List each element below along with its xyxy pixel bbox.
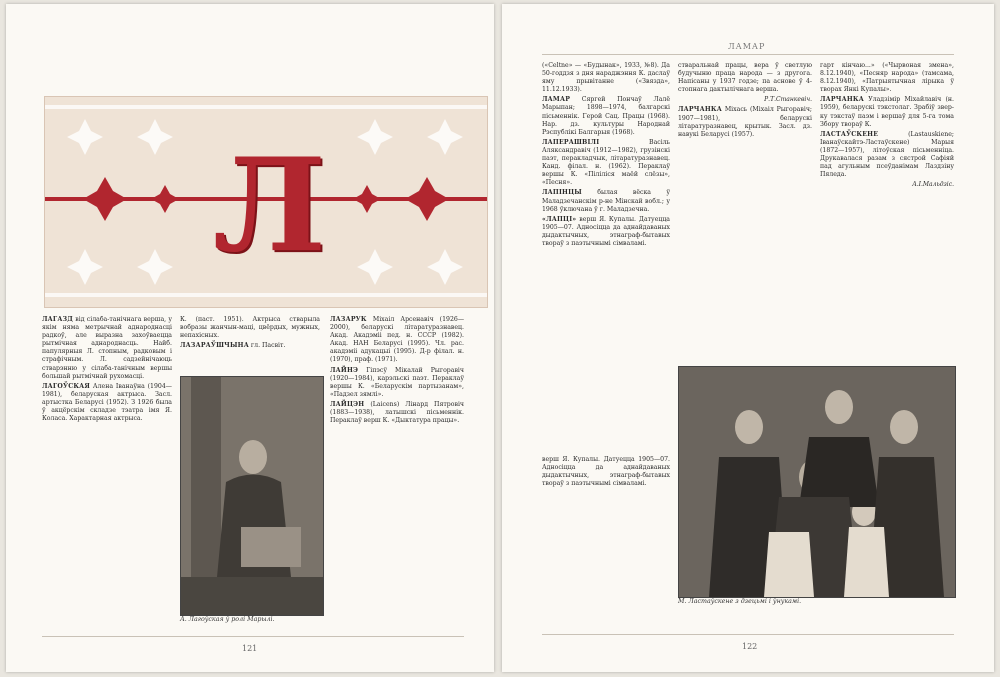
entry-lazarauschyna: [180, 342, 320, 350]
headword: ЛАМАР: [542, 96, 571, 104]
headword: ЛАЙНЭ: [330, 366, 359, 374]
entry-body: верш Я. Купалы. Датуецца 1905—07. Адносіцца да аднайдаваных дыдактычных, этнаграф-бытавых твораў з паэтычнымі сімваламі.: [542, 215, 670, 247]
left-page: [6, 4, 494, 672]
entry-body: Уладзімір Міхайлавіч (н. 1959), беларускі тэкстолаг. Зрабіў звер-ку тэкстаў паэм і вершаў для 5-га тома Збору твораў К.: [820, 96, 954, 128]
headword: ЛАЗАРАЎШЧЫНА: [180, 342, 249, 350]
entry-continued: [180, 316, 320, 340]
entry-lajcen: [330, 401, 464, 425]
signature: Р.Т.Станкевіч.: [764, 96, 812, 104]
signature: А.І.Мальдзіс.: [912, 181, 954, 189]
entry-body: Гіпэсў Мікалай Рыгоравіч (1920—1984), карэльскі паэт. Пераклаў вершы К. «Беларускім партызанам», «Падзел зямлі».: [330, 366, 464, 398]
left-column-2: [180, 316, 320, 376]
right-column-3: [820, 62, 954, 362]
entry-body: Міхась (Міхаіл Рыгоравіч; 1907—1981), беларускі літаратуразнавец, крытык. Засл. дз. навукі Беларусі (1957).: [678, 106, 812, 138]
entry-body: від сілаба-танічнага верша, у якім няма метрычнай аднароднасці радкоў, але выразна захоўваецца рытмічная аднароднасць. Найб. папулярныя Л. стопным, радковым і страфічным. Л. садзейнічаюць стварэнню у сілаба-танічным вершы большай рытмічнай рухомасці.: [42, 316, 172, 380]
entry-body: верш Я. Купалы. Датуецца 1905—07. Адносіцца да аднайдаваных дыдактычных, этнаграф-бытавых твораў з паэтычнымі сімваламі.: [542, 456, 670, 488]
entry-celtne: [542, 62, 670, 94]
left-column-3: [330, 316, 464, 646]
entry-body: Сяргей Пончаў Лалё Марыпан; 1898—1974, балгарскі пісьменнік. Герой Сац. Працы (1968). Нар. дз. культуры Народнай Рэспублікі Балгарыя (1968).: [542, 96, 670, 136]
photo-lagouskaya: [180, 376, 324, 616]
entry-body: (Lastauskiene; Іванаўскайтэ-Ластаўскене) Марыя (1872—1957), літоўская пісьменніца. Друкавалася разам з сястрой Сафіяй пад агульным псеўданімам Лаздзіну Пяледа.: [820, 130, 954, 179]
entry-body: Алена Іванаўна (1904—1981), беларуская актрыса. Засл. артыстка Беларусі (1952). З 1926 была ў акцёрскім складзе тэатра імя Я. Коласа. Характарная актрыса.: [42, 382, 172, 423]
entry-lajne: [330, 367, 464, 399]
entry-body: К. (паст. 1951). Актрыса стварыла вобразы жанчын-маці, цвёрдых, мужных, непахісных.: [180, 316, 320, 340]
running-head: ЛАМАР: [728, 42, 766, 51]
entry-body: стваральнай працы, вера ў светлую будучыню праца народа — з другога. Напісаны у 1937 годзе; па аснове ў 4-стопнага дактылічнага верша.: [678, 62, 812, 94]
headword: ЛАГОЎСКАЯ: [42, 382, 91, 390]
entry-body: гл. Пасвіт.: [250, 342, 286, 350]
entry-lapintsy: [542, 189, 670, 213]
drop-letter: Л: [213, 131, 327, 281]
right-column-1-continued: [542, 456, 670, 628]
headword: ЛАЗАРУК: [330, 316, 367, 323]
entry-laperashvili: [542, 139, 670, 188]
ornament-banner: [44, 96, 488, 308]
entry-body: гарт кінчаю...» («Чырвоная змена», 8.12.1940), «Песняр народа» (тамсама, 8.12.1940), «Патрыятычная лірыка ў творах Янкі Купалы».: [820, 62, 954, 94]
footer-rule: [42, 636, 464, 637]
entry-body: Васіль Аляксандравіч (1912—1982), грузінскі паэт, перакладчык, літаратуразнавец. Канд. філал. н. (1962). Пераклаў вершы К. «Піліліся маёй слёзы», «Песня».: [542, 138, 670, 187]
entry-lagouskaya: [42, 383, 172, 423]
headword: ЛАПІНЦЫ: [542, 189, 582, 197]
entry-continued: [820, 62, 954, 94]
entry-lagazd: [42, 316, 172, 381]
entry-larchanka-m: [678, 106, 812, 138]
entry-continued: [678, 62, 812, 94]
right-column-1: [542, 62, 670, 452]
right-page: [502, 4, 994, 672]
headword: «ЛАПЦІ»: [542, 215, 577, 223]
photo-caption: М. Ластаўскене з дзецьмі і ўнукамі.: [678, 598, 802, 605]
entry-body: Міхаіл Арсенавіч (1926—2000), беларускі літаратуразнавец. Акад. Акадэміі пед. н. СССР (1982). Акад. НАН Беларусі (1995). Чл. рас. акадэміі адукацыі (1995). Д-р філал. н. (1970), праф. (1971).: [330, 316, 464, 364]
entry-lamar: [542, 96, 670, 136]
right-column-2: [678, 62, 812, 362]
headword: ЛАСТАЎСКЕНЕ: [820, 130, 879, 138]
entry-larchanka-u: [820, 96, 954, 128]
entry-lapci: [542, 216, 670, 248]
entry-body: (Laicens) Лінард Пятровіч (1883—1938), латышскі пісьменнік. Пераклаў верш К. «Дыктатура працы».: [330, 400, 464, 425]
left-column-1: [42, 316, 172, 646]
filler-text: [542, 456, 670, 488]
headword: ЛАРЧАНКА: [820, 96, 864, 104]
footer-rule: [542, 634, 954, 635]
photo-lastauskene-family: [678, 366, 956, 598]
headword: ЛАРЧАНКА: [678, 106, 722, 114]
headword: ЛАПЕРАШВІЛІ: [542, 138, 600, 146]
page-number: 122: [742, 642, 758, 651]
entry-body: былая вёска ў Маладзечанскім р-не Мінскай вобл.; у 1968 ўключана ў г. Маладзечна.: [542, 189, 670, 213]
page-number: 121: [242, 644, 258, 653]
photo-caption: А. Лагоўская ў ролі Марылі.: [180, 616, 275, 623]
entry-body: («Celtnе» — «Будынак», 1933, №8). Да 50-годдзя з дня нараджэння К. даслаў яму прывітанне («Звязда», 11.12.1933).: [542, 62, 670, 94]
headword: ЛАЙЦЭН: [330, 400, 365, 408]
headword: ЛАГАЗД: [42, 316, 73, 323]
entry-lazaruk: [330, 316, 464, 365]
entry-lastauskene: [820, 131, 954, 180]
header-rule: [542, 54, 954, 55]
